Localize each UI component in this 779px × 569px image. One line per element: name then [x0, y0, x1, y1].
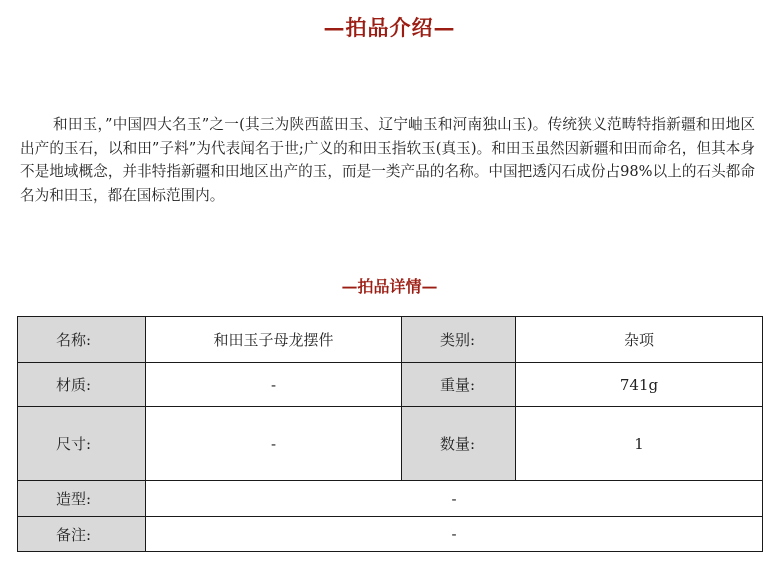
category-label: 类别:	[402, 317, 516, 363]
table-row	[18, 363, 763, 407]
name-value: 和田玉子母龙摆件	[146, 317, 402, 363]
table-row	[18, 317, 763, 363]
quantity-label: 数量:	[402, 407, 516, 481]
intro-section-title: —拍品介绍—	[323, 15, 456, 40]
details-table	[17, 316, 763, 552]
shape-value: -	[146, 481, 763, 517]
shape-label: 造型:	[18, 481, 146, 517]
remarks-label: 备注:	[18, 517, 146, 552]
details-section-title: —拍品详情—	[341, 277, 438, 296]
category-value: 杂项	[516, 317, 763, 363]
weight-label: 重量:	[402, 363, 516, 407]
table-row	[18, 517, 763, 552]
material-label: 材质:	[18, 363, 146, 407]
weight-value: 741g	[516, 363, 763, 407]
name-label: 名称:	[18, 317, 146, 363]
material-value: -	[146, 363, 402, 407]
table-row	[18, 481, 763, 517]
table-row	[18, 407, 763, 481]
remarks-value: -	[146, 517, 763, 552]
intro-paragraph: 和田玉，”中国四大名玉”之一(其三为陕西蓝田玉、辽宁岫玉和河南独山玉)。传统狭义范畴特指新疆和田地区出产的玉石，以和田”子料”为代表闻名于世;广义的和田玉指软玉(真玉)。和田玉虽然因新疆和田而命名，但其本身不是地域概念，并非特指新疆和田地区出产的玉，而是一类产品的名称。中国把透闪石成份占98%以上的石头都命名为和田玉，都在国标范围内。	[20, 116, 755, 204]
size-value: -	[146, 407, 402, 481]
size-label: 尺寸:	[18, 407, 146, 481]
quantity-value: 1	[516, 407, 763, 481]
